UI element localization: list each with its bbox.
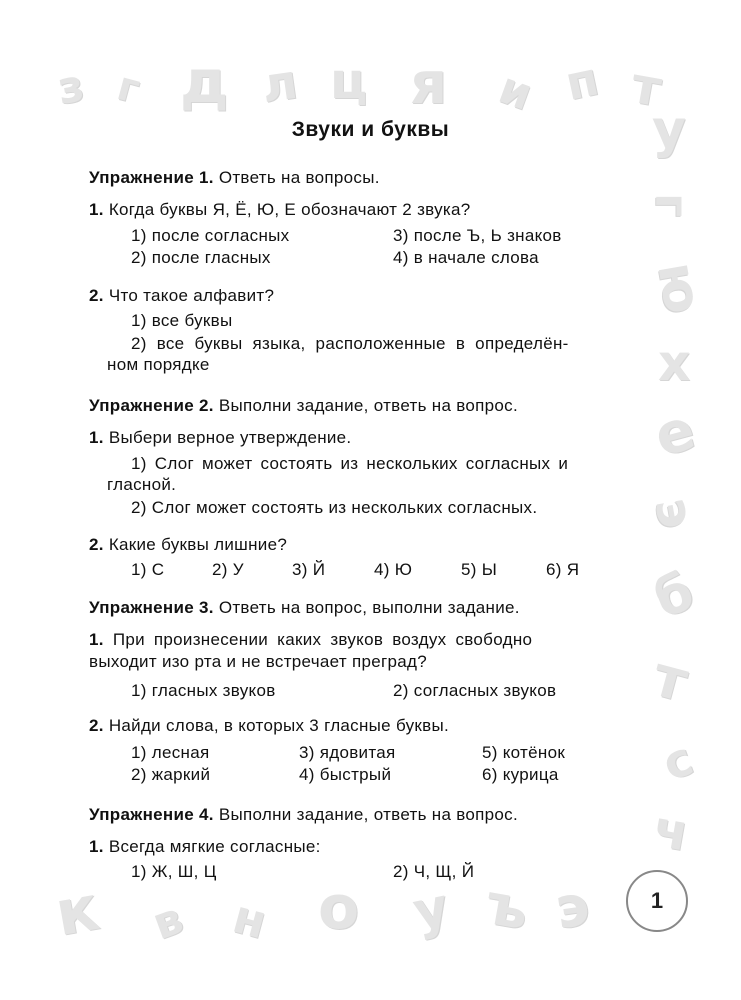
exercise-4-heading	[89, 805, 518, 825]
question-1-1	[89, 200, 471, 220]
deco-letter: э	[643, 493, 706, 533]
question-text-continuation: выходит изо рта и не встречает преград?	[89, 652, 427, 671]
deco-letter: б	[646, 561, 702, 631]
question-3-2	[89, 716, 449, 736]
exercise-instruction: Выполни задание, ответь на вопрос.	[218, 805, 518, 824]
option: 6) Я	[546, 560, 580, 579]
question-number: 1.	[89, 200, 104, 219]
question-text: Что такое алфавит?	[108, 286, 275, 305]
question-2-2	[89, 535, 287, 555]
option: 1) все буквы	[131, 311, 233, 330]
option: 4) в начале слова	[393, 248, 539, 267]
deco-letter: ъ	[480, 871, 534, 944]
deco-letter: т	[646, 643, 695, 716]
deco-letter: э	[551, 873, 594, 942]
deco-letter: п	[560, 51, 604, 111]
option-continuation: ном порядке	[107, 355, 210, 374]
deco-letter: в	[145, 892, 190, 951]
deco-letter: и	[492, 62, 539, 121]
option: 1) лесная	[131, 743, 210, 762]
option-continuation: гласной.	[107, 475, 177, 494]
deco-letter: д	[180, 47, 229, 117]
option: 4) Ю	[374, 560, 413, 579]
exercise-3-heading	[89, 598, 520, 618]
deco-letter: ч	[649, 799, 694, 863]
deco-letter: н	[227, 888, 273, 950]
option: 2) все буквы языка, расположенные в определён-	[131, 334, 569, 353]
question-text: При произнесении каких звуков воздух свободно	[112, 630, 533, 649]
deco-letter: у	[408, 877, 454, 943]
deco-letter: х	[658, 334, 691, 392]
exercise-1-heading	[89, 168, 380, 188]
deco-letter: л	[258, 53, 301, 115]
question-2-1	[89, 428, 351, 448]
question-text: Всегда мягкие согласные:	[108, 837, 321, 856]
exercise-2-heading	[89, 396, 518, 416]
exercise-instruction: Выполни задание, ответь на вопрос.	[218, 396, 518, 415]
deco-letter: г	[645, 192, 700, 218]
question-text: Выбери верное утверждение.	[108, 428, 352, 447]
option: 3) Й	[292, 560, 326, 579]
option: 1) после согласных	[131, 226, 290, 245]
exercise-label: Упражнение 4.	[89, 805, 214, 824]
option: 3) после Ъ, Ь знаков	[393, 226, 562, 245]
question-text: Когда буквы Я, Ё, Ю, Е обозначают 2 звука?	[108, 200, 471, 219]
option: 1) гласных звуков	[131, 681, 276, 700]
option: 2) после гласных	[131, 248, 271, 267]
option: 6) курица	[482, 765, 559, 784]
exercise-instruction: Ответь на вопросы.	[218, 168, 380, 187]
option: 1) Слог может состоять из нескольких согласных и	[131, 454, 569, 473]
deco-letter: г	[112, 63, 145, 113]
deco-letter: у	[652, 100, 686, 160]
option: 2) согласных звуков	[393, 681, 557, 700]
deco-letter: я	[410, 49, 448, 117]
deco-letter: ю	[645, 257, 714, 319]
option: 2) Ч, Щ, Й	[393, 862, 475, 881]
deco-letter: с	[655, 730, 700, 792]
exercise-label: Упражнение 3.	[89, 598, 214, 617]
deco-letter: з	[53, 60, 88, 115]
question-number: 2.	[89, 286, 104, 305]
page-title: Звуки и буквы	[291, 118, 450, 141]
option: 2) У	[212, 560, 244, 579]
deco-letter: к	[49, 870, 105, 951]
exercise-label: Упражнение 1.	[89, 168, 214, 187]
option: 3) ядовитая	[299, 743, 396, 762]
question-number: 2.	[89, 535, 104, 554]
question-number: 1.	[89, 428, 104, 447]
question-number: 1.	[89, 837, 104, 856]
question-3-1	[89, 630, 532, 650]
option: 1) С	[131, 560, 165, 579]
question-number: 2.	[89, 716, 104, 735]
deco-letter: о	[318, 873, 360, 943]
question-text: Найди слова, в которых 3 гласные буквы.	[108, 716, 450, 735]
question-1-2	[89, 286, 274, 306]
option: 1) Ж, Ш, Ц	[131, 862, 217, 881]
deco-letter: ц	[330, 52, 368, 110]
page-number-badge	[626, 870, 688, 932]
exercise-instruction: Ответь на вопрос, выполни задание.	[218, 598, 520, 617]
deco-letter: т	[627, 55, 666, 119]
page-number: 1	[650, 888, 664, 913]
option: 5) Ы	[461, 560, 498, 579]
option: 2) Слог может состоять из нескольких согласных.	[131, 498, 538, 517]
deco-letter: е	[648, 397, 702, 470]
option: 4) быстрый	[299, 765, 392, 784]
option: 2) жаркий	[131, 765, 211, 784]
question-4-1	[89, 837, 321, 857]
question-text: Какие буквы лишние?	[108, 535, 288, 554]
exercise-label: Упражнение 2.	[89, 396, 214, 415]
question-number: 1.	[89, 630, 104, 649]
option: 5) котёнок	[482, 743, 566, 762]
